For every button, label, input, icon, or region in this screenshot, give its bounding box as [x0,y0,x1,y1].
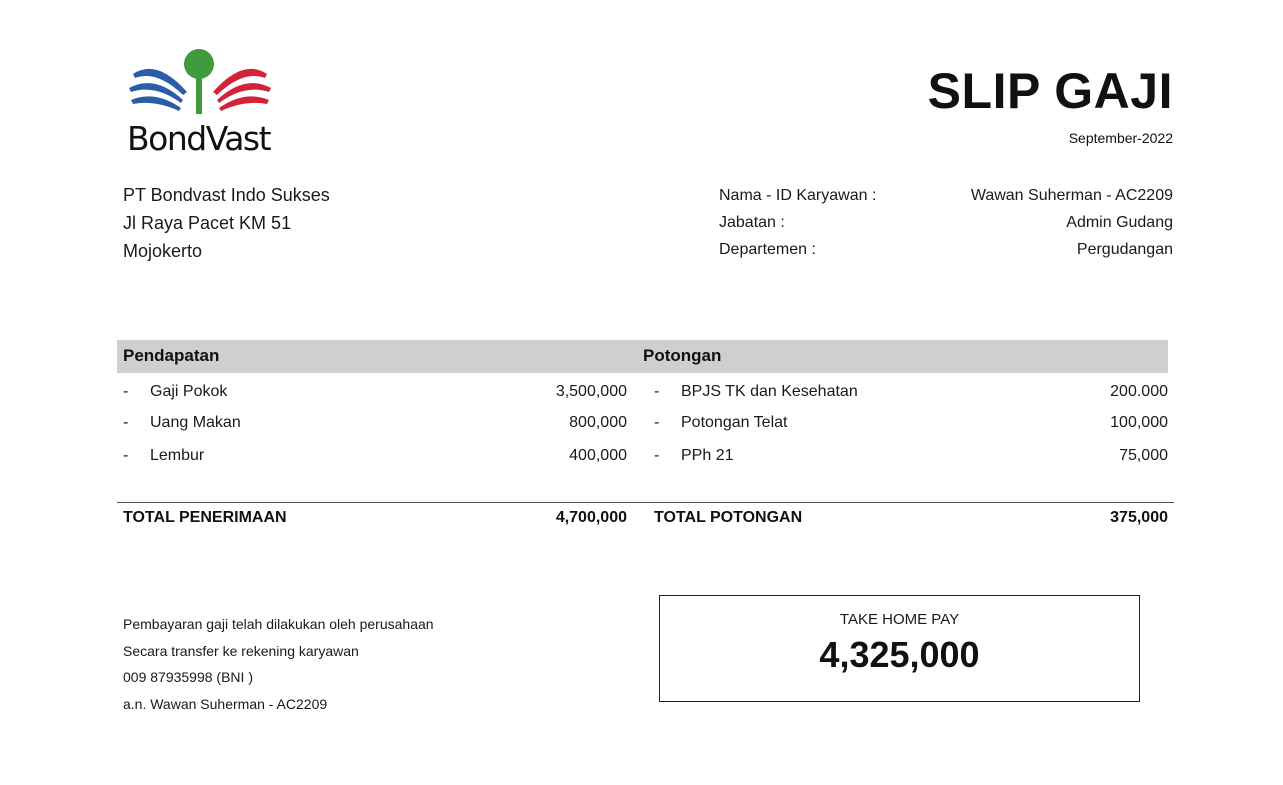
total-income-label: TOTAL PENERIMAAN [123,509,287,526]
income-item-amount: 800,000 [569,414,627,431]
open-book-tree-icon [125,48,275,120]
position-label: Jabatan : [719,214,785,231]
logo-wordmark: BondVast [127,119,271,158]
deduction-bullet: - [654,414,660,431]
deduction-item-amount: 200.000 [1110,383,1168,400]
take-home-pay-label: TAKE HOME PAY [839,611,960,628]
income-bullet: - [123,383,129,400]
company-city: Mojokerto [123,241,203,261]
deduction-item-label: Potongan Telat [681,414,788,431]
income-item-label: Lembur [150,447,205,464]
position-value: Admin Gudang [1066,214,1173,231]
page-title: SLIP GAJI [927,63,1173,119]
employee-name-label: Nama - ID Karyawan : [719,187,877,204]
payment-note-line: Pembayaran gaji telah dilakukan oleh perusahaan [123,616,434,632]
total-income-amount: 4,700,000 [555,509,627,526]
total-deductions-amount: 375,000 [1110,509,1168,526]
deduction-item-amount: 100,000 [1110,414,1168,431]
account-holder: a.n. Wawan Suherman - AC2209 [123,696,328,712]
total-deductions-label: TOTAL POTONGAN [654,509,803,526]
income-item-amount: 3,500,000 [555,383,627,400]
deduction-item-label: PPh 21 [681,447,734,464]
income-bullet: - [123,447,129,464]
income-item-label: Uang Makan [150,414,241,431]
payment-note-line: Secara transfer ke rekening karyawan [123,643,359,659]
deductions-header: Potongan [643,346,722,365]
deduction-item-amount: 75,000 [1119,447,1168,464]
department-label: Departemen : [719,241,816,258]
deduction-bullet: - [654,383,660,400]
income-item-label: Gaji Pokok [150,383,228,400]
totals-divider [117,502,1174,503]
employee-name-value: Wawan Suherman - AC2209 [970,187,1173,204]
company-logo [125,48,275,160]
bank-account-number: 009 87935998 (BNI ) [123,669,253,685]
deduction-bullet: - [654,447,660,464]
pay-period: September-2022 [1068,130,1173,146]
company-name: PT Bondvast Indo Sukses [123,185,330,205]
take-home-pay-amount: 4,325,000 [819,634,980,675]
deduction-item-label: BPJS TK dan Kesehatan [681,383,858,400]
income-item-amount: 400,000 [569,447,627,464]
income-bullet: - [123,414,129,431]
income-header: Pendapatan [123,346,220,365]
company-address: Jl Raya Pacet KM 51 [123,213,292,233]
department-value: Pergudangan [1076,241,1173,258]
